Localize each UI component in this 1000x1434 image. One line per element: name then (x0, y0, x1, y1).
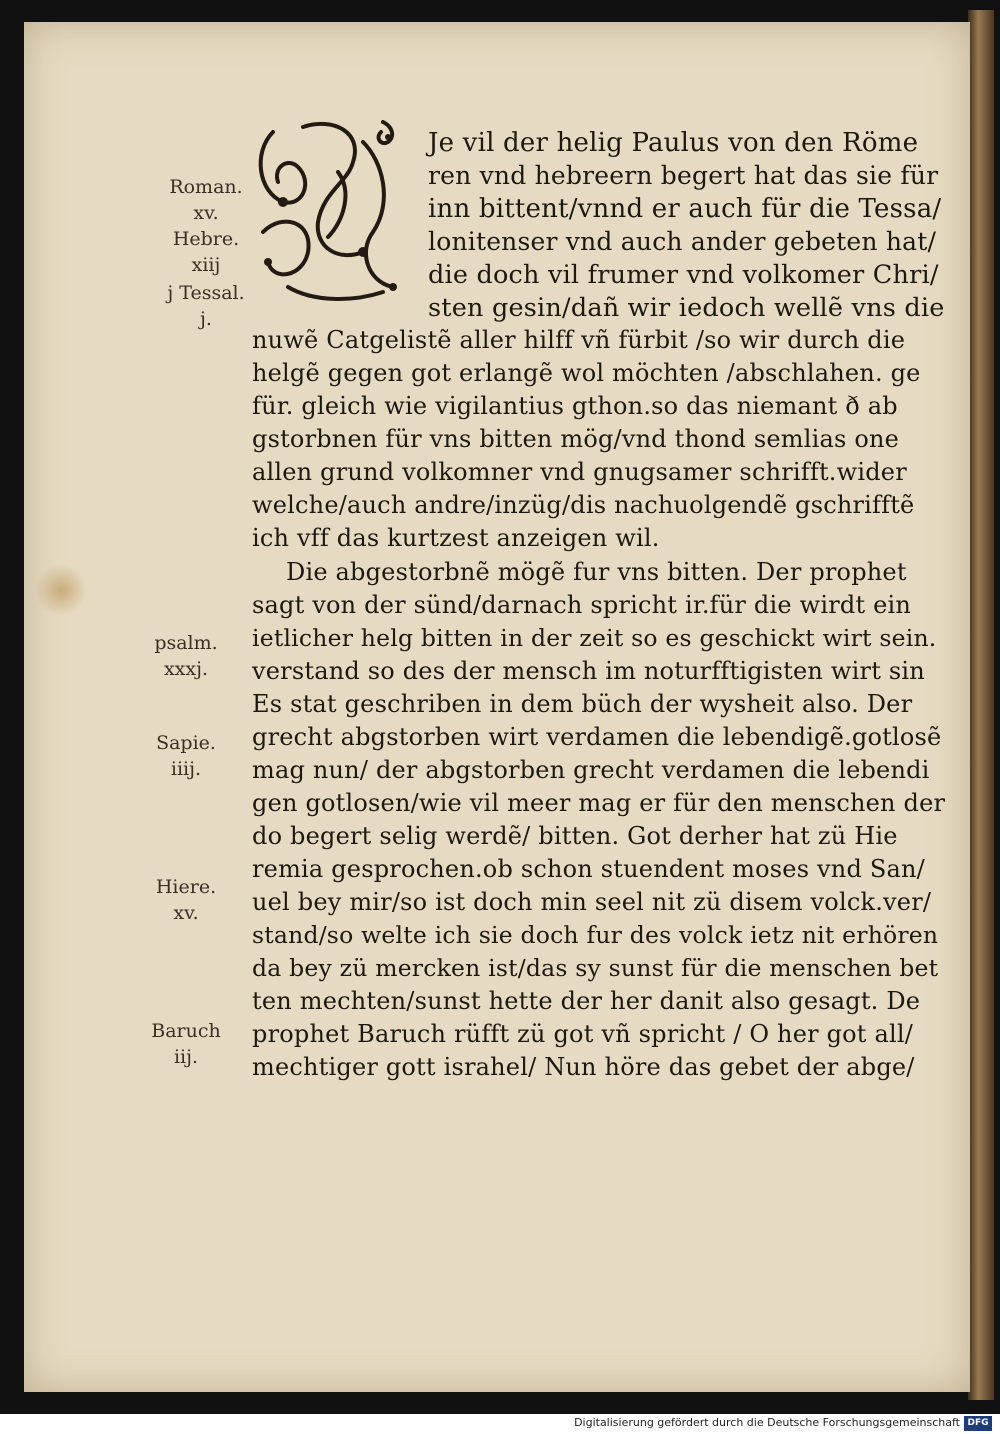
text-line: nuwẽ Catgelistẽ aller hilff vñ fürbit /so wir durch die (252, 326, 906, 354)
marginal-note-baruch: Baruch iij. (151, 1020, 221, 1068)
text-line: mag nun/ der abgstorben grecht verdamen die lebendi (252, 756, 930, 784)
text-line: gstorbnen für vns bitten mög/vnd thond semlias one (252, 425, 900, 453)
text-line: da bey zü mercken ist/das sy sunst für die menschen bet (252, 954, 939, 982)
text-line: lonitenser vnd auch ander gebeten hat/ (428, 227, 937, 256)
text-line: sagt von der sünd/darnach spricht ir.für die wirdt ein (252, 591, 912, 619)
marginal-note-romans: Roman. xv. (169, 176, 243, 224)
dfg-logo-icon[interactable]: DFG (964, 1416, 992, 1431)
text-line: remia gesprochen.ob schon stuendent moses vnd San/ (252, 855, 925, 883)
text-line: Die abgestorbnẽ mögẽ fur vns bitten. Der prophet (286, 558, 907, 586)
marginal-note-hebrews: Hebre. xiij (172, 228, 240, 276)
text-line: allen grund volkomner vnd gnugsamer schrifft.wider (252, 458, 907, 486)
text-line: ren vnd hebreern begert hat das sie für (428, 161, 939, 190)
paper-stain (36, 562, 86, 618)
text-line: sten gesin/dañ wir iedoch wellẽ vns die (428, 293, 945, 323)
text-line: ietlicher helg bitten in der zeit so es geschickt wirt sein. (252, 624, 937, 652)
text-line: stand/so welte ich sie doch fur des volck ietz nit erhören (252, 921, 939, 949)
book-edge (968, 10, 994, 1400)
text-line: uel bey mir/so ist doch min seel nit zü disem volck.ver/ (252, 888, 932, 916)
marginal-note-sapientia: Sapie. iiij. (156, 732, 216, 780)
footer-bar (0, 1414, 1000, 1434)
text-line: inn bittent/vnnd er auch für die Tessa/ (428, 194, 942, 224)
text-line: Je vil der helig Paulus von den Röme (428, 128, 919, 158)
decorated-initial-letter-icon (243, 112, 418, 312)
marginal-note-thessalonians: j Tessal. j. (167, 282, 245, 330)
text-line: Es stat geschriben in dem büch der wysheit also. Der (252, 690, 913, 718)
text-line: ten mechten/sunst hette der her danit also gesagt. De (252, 987, 921, 1015)
text-line: prophet Baruch rüfft zü got vñ spricht / O her got all/ (252, 1020, 914, 1048)
text-line: ich vff das kurtzest anzeigen wil. (252, 524, 660, 552)
text-line: die doch vil frumer vnd volkomer Chri/ (428, 260, 939, 290)
marginal-note-psalm: psalm. xxxj. (154, 632, 218, 680)
text-line: gen gotlosen/wie vil meer mag er für den menschen der (252, 789, 946, 817)
text-line: helgẽ gegen got erlangẽ wol möchten /abschlahen. ge (252, 359, 921, 387)
text-line: verstand so des der mensch im noturfftigisten wirt sin (252, 657, 925, 685)
text-line: welche/auch andre/inzüg/dis nachuolgendẽ gschrifftẽ (252, 491, 915, 519)
text-line: für. gleich wie vigilantius gthon.so das niemant ð ab (252, 392, 898, 420)
text-line: do begert selig werdẽ/ bitten. Got derher hat zü Hie (252, 822, 898, 850)
text-line: mechtiger gott israhel/ Nun höre das gebet der abge/ (252, 1053, 915, 1081)
marginal-note-jeremiah: Hiere. xv. (155, 876, 217, 924)
footer-credit: Digitalisierung gefördert durch die Deutsche Forschungsgemeinschaft (574, 1416, 960, 1429)
text-line: grecht abgstorben wirt verdamen die lebendigẽ.gotlosẽ (252, 723, 942, 751)
